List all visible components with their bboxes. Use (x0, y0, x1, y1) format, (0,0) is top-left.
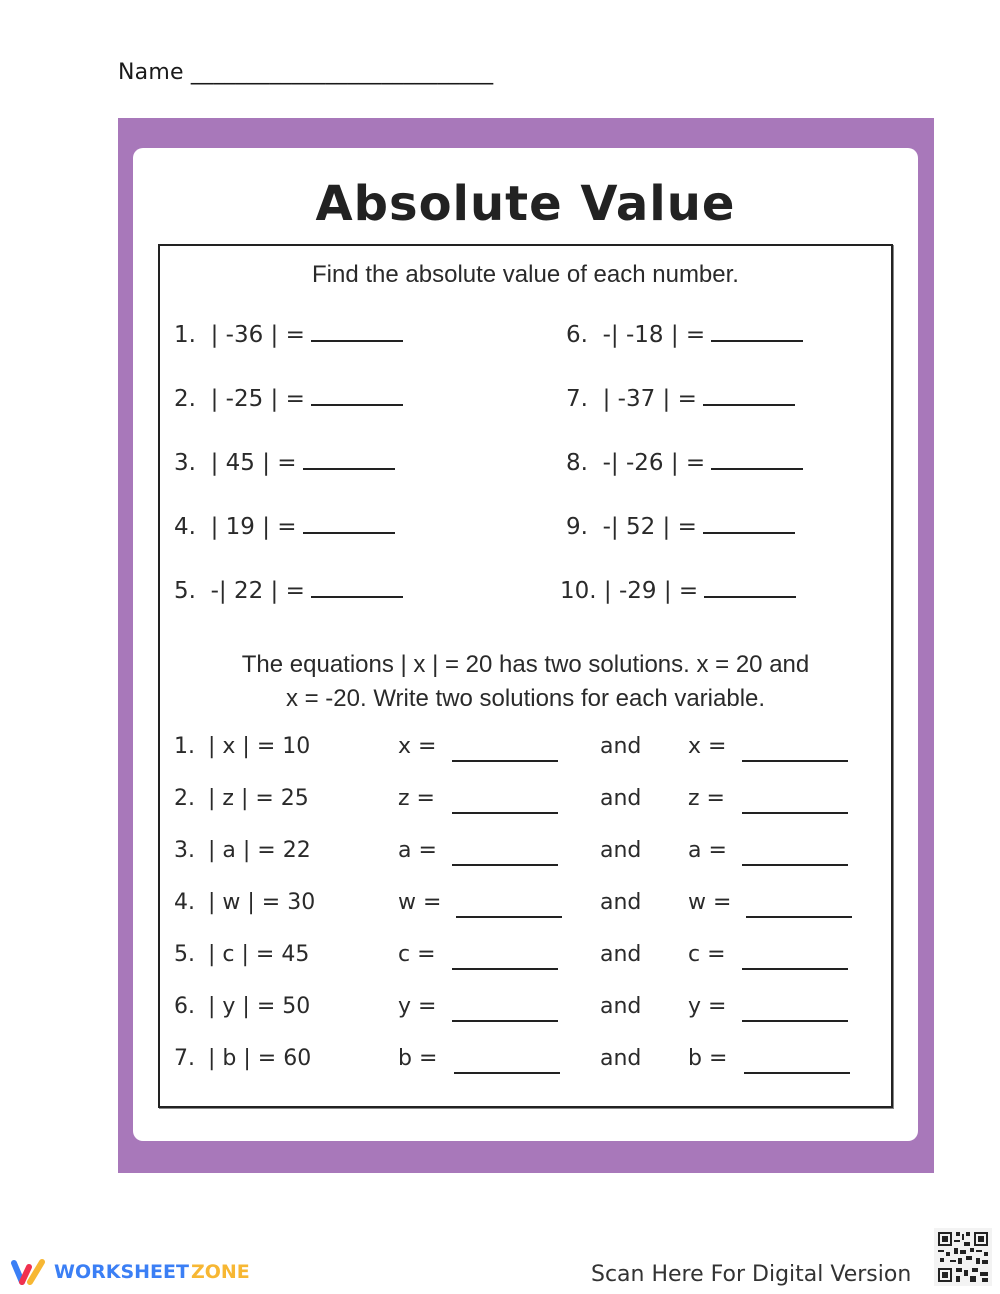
answer-blank[interactable] (711, 336, 803, 342)
equation-row-4: 4. | w | = 30 w = and w = (174, 890, 874, 920)
part2-instruction-line1: The equations | x | = 20 has two solutions. x = 20 and (241, 651, 810, 678)
answer-blank[interactable] (452, 756, 558, 762)
equation-row-1: 1. | x | = 10 x = and x = (174, 734, 874, 764)
answer-blank[interactable] (311, 592, 403, 598)
worksheet-zone-logo[interactable] (10, 1258, 250, 1286)
answer-blank[interactable] (452, 808, 558, 814)
problem-9: 9. -| 52 | = (566, 514, 795, 540)
page-title: Absolute Value (315, 176, 736, 232)
answer-blank[interactable] (742, 1016, 848, 1022)
answer-blank[interactable] (452, 1016, 558, 1022)
problem-8: 8. -| -26 | = (566, 450, 803, 476)
name-label: Name (118, 60, 184, 85)
answer-blank[interactable] (303, 464, 395, 470)
answer-blank[interactable] (456, 912, 562, 918)
qr-code-icon[interactable] (934, 1228, 992, 1286)
logo-word-zone: ZONE (190, 1261, 250, 1283)
equation-row-5: 5. | c | = 45 c = and c = (174, 942, 874, 972)
logo-word-worksheet: WORKSHEET (54, 1261, 189, 1283)
problem-1: 1. | -36 | = (174, 322, 403, 348)
equation-row-6: 6. | y | = 50 y = and y = (174, 994, 874, 1024)
answer-blank[interactable] (703, 400, 795, 406)
name-field[interactable] (118, 60, 493, 85)
problem-5: 5. -| 22 | = (174, 578, 403, 604)
logo-w-icon (10, 1258, 48, 1286)
problems-box (158, 244, 893, 1108)
equation-row-7: 7. | b | = 60 b = and b = (174, 1046, 874, 1076)
answer-blank[interactable] (311, 400, 403, 406)
equation-row-3: 3. | a | = 22 a = and a = (174, 838, 874, 868)
answer-blank[interactable] (454, 1068, 560, 1074)
problem-3: 3. | 45 | = (174, 450, 395, 476)
answer-blank[interactable] (311, 336, 403, 342)
answer-blank[interactable] (742, 860, 848, 866)
answer-blank[interactable] (711, 464, 803, 470)
problem-6: 6. -| -18 | = (566, 322, 803, 348)
problem-2: 2. | -25 | = (174, 386, 403, 412)
problem-10: 10. | -29 | = (560, 578, 796, 604)
worksheet-frame (118, 118, 934, 1173)
answer-blank[interactable] (452, 860, 558, 866)
answer-blank[interactable] (452, 964, 558, 970)
answer-blank[interactable] (742, 808, 848, 814)
answer-blank[interactable] (703, 528, 795, 534)
answer-blank[interactable] (704, 592, 796, 598)
scan-text: Scan Here For Digital Version (591, 1262, 912, 1287)
part1-instruction: Find the absolute value of each number. (312, 261, 739, 288)
answer-blank[interactable] (744, 1068, 850, 1074)
answer-blank[interactable] (742, 756, 848, 762)
name-blank: ___________________________ (190, 60, 494, 85)
answer-blank[interactable] (746, 912, 852, 918)
part2-instruction-line2: x = -20. Write two solutions for each variable. (285, 685, 766, 712)
problem-4: 4. | 19 | = (174, 514, 395, 540)
answer-blank[interactable] (742, 964, 848, 970)
equation-row-2: 2. | z | = 25 z = and z = (174, 786, 874, 816)
worksheet-card (133, 148, 918, 1141)
answer-blank[interactable] (303, 528, 395, 534)
problem-7: 7. | -37 | = (566, 386, 795, 412)
